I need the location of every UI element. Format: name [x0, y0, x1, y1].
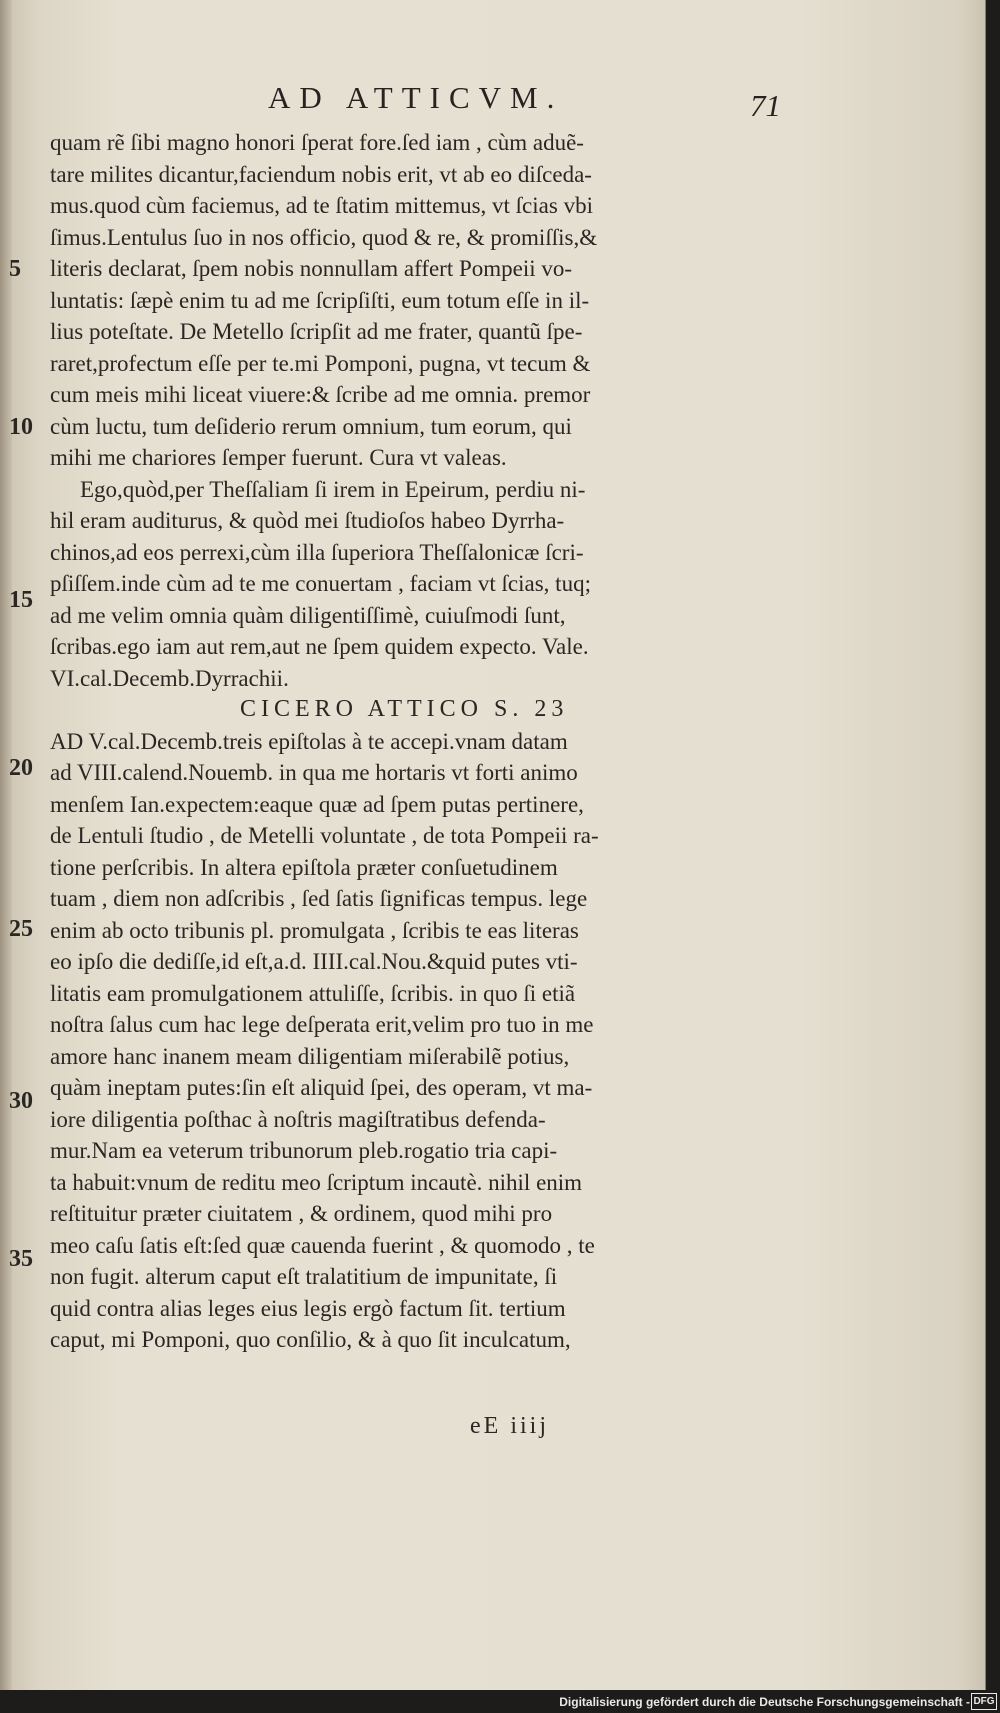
text-line: lius poteſtate. De Metello ſcripſit ad me frater, quantũ ſpe-	[50, 319, 583, 344]
line-number: 5	[9, 256, 21, 282]
text-line: mus.quod cùm faciemus, ad te ſtatim mittemus, vt ſcias vbi	[50, 193, 593, 218]
text-line: meo caſu ſatis eſt:ſed quæ cauenda fuerint , & quomodo , te	[50, 1232, 595, 1258]
text-line: chinos,ad eos perrexi,cùm illa ſuperiora Theſſalonicæ ſcri-	[50, 539, 584, 565]
text-line: literis declarat, ſpem nobis nonnullam affert Pompeii vo-	[50, 256, 573, 281]
text-line: ad VIII.calend.Nouemb. in qua me hortaris vt forti animo	[50, 760, 578, 785]
text-line: luntatis: ſæpè enim tu ad me ſcripſiſti, eum totum eſſe in il-	[50, 287, 590, 313]
text-line: enim ab octo tribunis pl. promulgata , ſcribis te eas literas	[50, 917, 579, 943]
text-line: amore hanc inanem meam diligentiam miſerabilẽ potius,	[50, 1043, 570, 1069]
text-line: litatis eam promulgationem attuliſſe, ſcribis. in quo ſi etiã	[50, 980, 576, 1006]
text-line: reſtituitur præter ciuitatem , & ordinem, quod mihi pro	[50, 1201, 553, 1226]
page-number: 71	[750, 88, 781, 123]
line-number: 10	[9, 414, 33, 440]
dfg-logo-icon: DFG	[971, 1693, 997, 1710]
text-line: cum meis mihi liceat viuere:& ſcribe ad me omnia. premor	[50, 382, 591, 407]
text-line: AD V.cal.Decemb.treis epiſtolas à te accepi.vnam datam	[50, 728, 568, 754]
text-line: tare milites dicantur,faciendum nobis erit, vt ab eo diſceda-	[50, 161, 592, 187]
text-line: cùm luctu, tum deſiderio rerum omnium, tum eorum, qui	[50, 413, 572, 439]
line-number: 30	[9, 1088, 33, 1114]
letter-heading: CICERO ATTICO S. 23	[240, 696, 569, 722]
text-line: quàm ineptam putes:ſin eſt aliquid ſpei, des operam, vt ma-	[50, 1075, 593, 1100]
text-line: pſiſſem.inde cùm ad te me conuertam , faciam vt ſcias, tuq;	[50, 571, 591, 596]
text-line: hil eram auditurus, & quòd mei ſtudioſos habeo Dyrrha-	[50, 508, 565, 533]
text-line: tione perſcribis. In altera epiſtola præter conſuetudinem	[50, 854, 558, 880]
line-number: 25	[9, 916, 33, 942]
text-line: mur.Nam ea veterum tribunorum pleb.rogatio tria capi-	[50, 1138, 558, 1163]
text-line: Ego,quòd,per Theſſaliam ſi irem in Epeirum, perdiu ni-	[80, 476, 586, 502]
text-line: quam rẽ ſibi magno honori ſperat fore.ſed iam , cùm aduẽ-	[50, 130, 584, 155]
text-line: de Lentuli ſtudio , de Metelli voluntate , de tota Pompeii ra-	[50, 823, 599, 848]
funding-credit: Digitalisierung gefördert durch die Deutsche Forschungsgemeinschaft -	[559, 1695, 970, 1709]
page-gutter-shadow	[0, 0, 12, 1690]
text-line: noſtra ſalus cum hac lege deſperata erit,velim pro tuo in me	[50, 1012, 594, 1037]
text-line: ta habuit:vnum de reditu meo ſcriptum incautè. nihil enim	[50, 1169, 583, 1195]
text-line: ſimus.Lentulus ſuo in nos officio, quod & re, & promiſſis,&	[50, 224, 598, 250]
text-line: mihi me chariores ſemper fuerunt. Cura vt valeas.	[50, 445, 507, 470]
text-line: non fugit. alterum caput eſt tralatitium de impunitate, ſi	[50, 1264, 558, 1289]
text-line: VI.cal.Decemb.Dyrrachii.	[50, 665, 289, 691]
text-line: ſcribas.ego iam aut rem,aut ne ſpem quidem expecto. Vale.	[50, 634, 589, 659]
text-line: iore diligentia poſthac à noſtris magiſtratibus defenda-	[50, 1106, 546, 1132]
text-line: eo ipſo die dediſſe,id eſt,a.d. IIII.cal.Nou.&quid putes vti-	[50, 949, 578, 974]
text-line: tuam , diem non adſcribis , ſed ſatis ſignificas tempus. lege	[50, 886, 588, 911]
running-head: AD ATTICVM.	[268, 80, 564, 115]
text-line: raret,profectum eſſe per te.mi Pomponi, pugna, vt tecum &	[50, 350, 591, 376]
letter-text	[50, 127, 775, 1356]
text-line: ad me velim omnia quàm diligentiſſimè, cuiuſmodi ſunt,	[50, 602, 566, 628]
line-number: 15	[9, 587, 33, 613]
signature-mark: eE iiij	[470, 1413, 549, 1439]
text-line: quid contra alias leges eius legis ergò factum ſit. tertium	[50, 1295, 566, 1321]
text-line: menſem Ian.expectem:eaque quæ ad ſpem putas pertinere,	[50, 791, 584, 817]
line-number: 20	[9, 755, 33, 781]
line-number: 35	[9, 1246, 33, 1272]
text-line: caput, mi Pomponi, quo conſilio, & à quo ſit inculcatum,	[50, 1327, 571, 1352]
